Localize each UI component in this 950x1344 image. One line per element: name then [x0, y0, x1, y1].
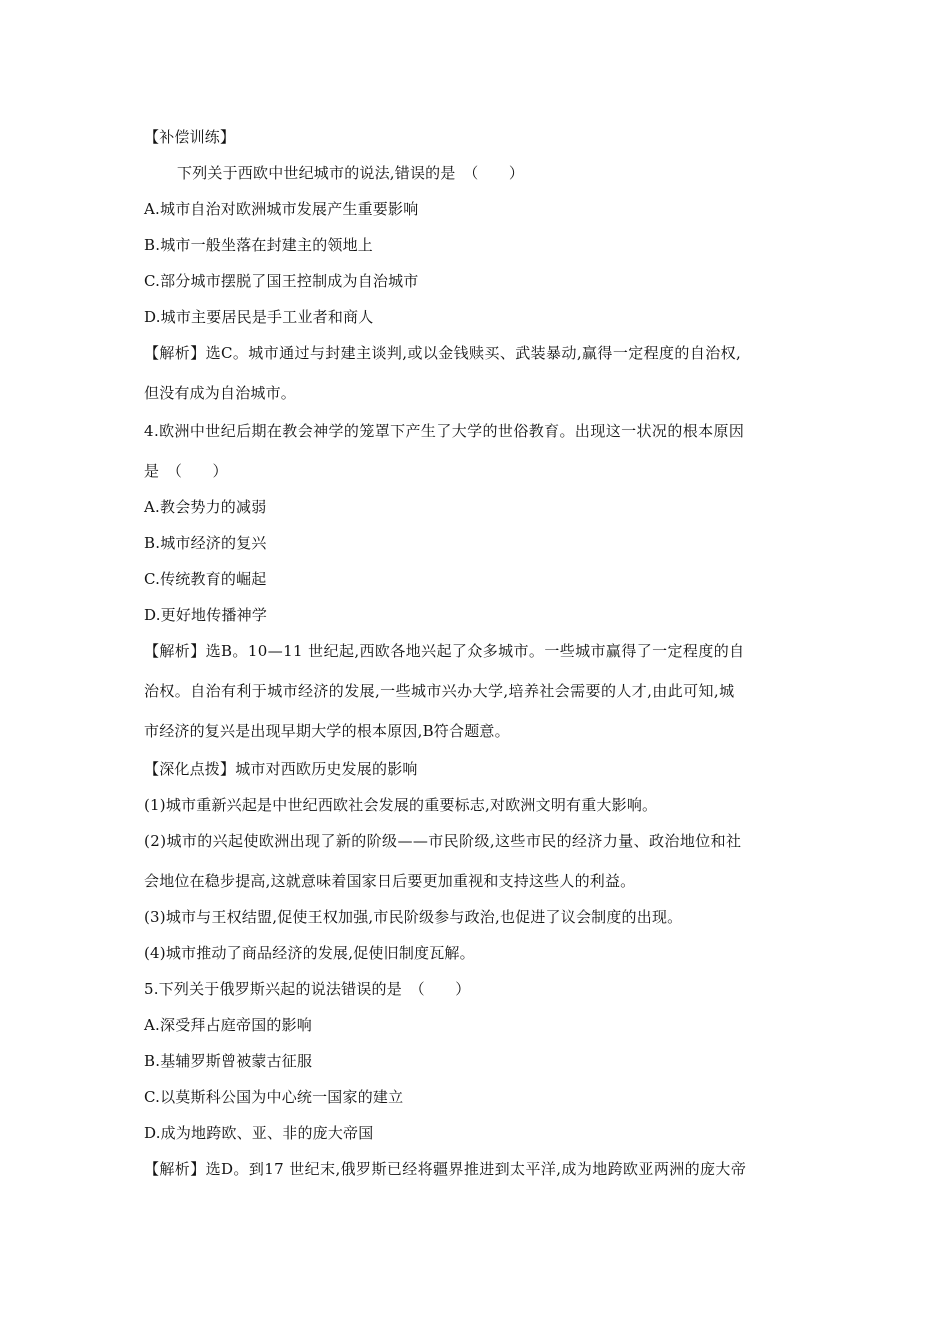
option-c: C.传统教育的崛起 [144, 570, 267, 588]
option-a: A.深受拜占庭帝国的影响 [144, 1016, 313, 1034]
section-heading: 【补偿训练】 [144, 128, 236, 146]
question-stem: 下列关于西欧中世纪城市的说法,错误的是 （ ） [177, 164, 525, 182]
analysis-line: 【解析】选D。到17 世纪末,俄罗斯已经将疆界推进到太平洋,成为地跨欧亚两洲的庞大帝 [144, 1160, 747, 1178]
analysis-line: 【解析】选C。城市通过与封建主谈判,或以金钱赎买、武装暴动,赢得一定程度的自治权, [144, 344, 742, 362]
option-d: D.城市主要居民是手工业者和商人 [144, 308, 374, 326]
extension-item: (3)城市与王权结盟,促使王权加强,市民阶级参与政治,也促进了议会制度的出现。 [144, 908, 683, 926]
option-b: B.城市一般坐落在封建主的领地上 [144, 236, 373, 254]
question-stem: 4.欧洲中世纪后期在教会神学的笼罩下产生了大学的世俗教育。出现这一状况的根本原因 [144, 422, 745, 440]
question-stem: 5.下列关于俄罗斯兴起的说法错误的是 （ ） [144, 980, 471, 998]
extension-item: (1)城市重新兴起是中世纪西欧社会发展的重要标志,对欧洲文明有重大影响。 [144, 796, 658, 814]
question-stem: 是 （ ） [144, 462, 228, 480]
extension-item: (2)城市的兴起使欧洲出现了新的阶级——市民阶级,这些市民的经济力量、政治地位和社 [144, 832, 742, 850]
option-b: B.城市经济的复兴 [144, 534, 267, 552]
option-d: D.更好地传播神学 [144, 606, 268, 624]
extension-item: (4)城市推动了商品经济的发展,促使旧制度瓦解。 [144, 944, 475, 962]
analysis-line: 市经济的复兴是出现早期大学的根本原因,B符合题意。 [144, 722, 510, 740]
option-b: B.基辅罗斯曾被蒙古征服 [144, 1052, 313, 1070]
analysis-line: 但没有成为自治城市。 [144, 384, 297, 402]
option-c: C.以莫斯科公国为中心统一国家的建立 [144, 1088, 404, 1106]
option-d: D.成为地跨欧、亚、非的庞大帝国 [144, 1124, 374, 1142]
analysis-line: 【解析】选B。10—11 世纪起,西欧各地兴起了众多城市。一些城市赢得了一定程度的自 [144, 642, 745, 660]
extension-item: 会地位在稳步提高,这就意味着国家日后要更加重视和支持这些人的利益。 [144, 872, 636, 890]
analysis-line: 治权。自治有利于城市经济的发展,一些城市兴办大学,培养社会需要的人才,由此可知,城 [144, 682, 735, 700]
option-c: C.部分城市摆脱了国王控制成为自治城市 [144, 272, 419, 290]
option-a: A.教会势力的减弱 [144, 498, 267, 516]
extension-heading: 【深化点拨】城市对西欧历史发展的影响 [144, 760, 418, 778]
option-a: A.城市自治对欧洲城市发展产生重要影响 [144, 200, 419, 218]
